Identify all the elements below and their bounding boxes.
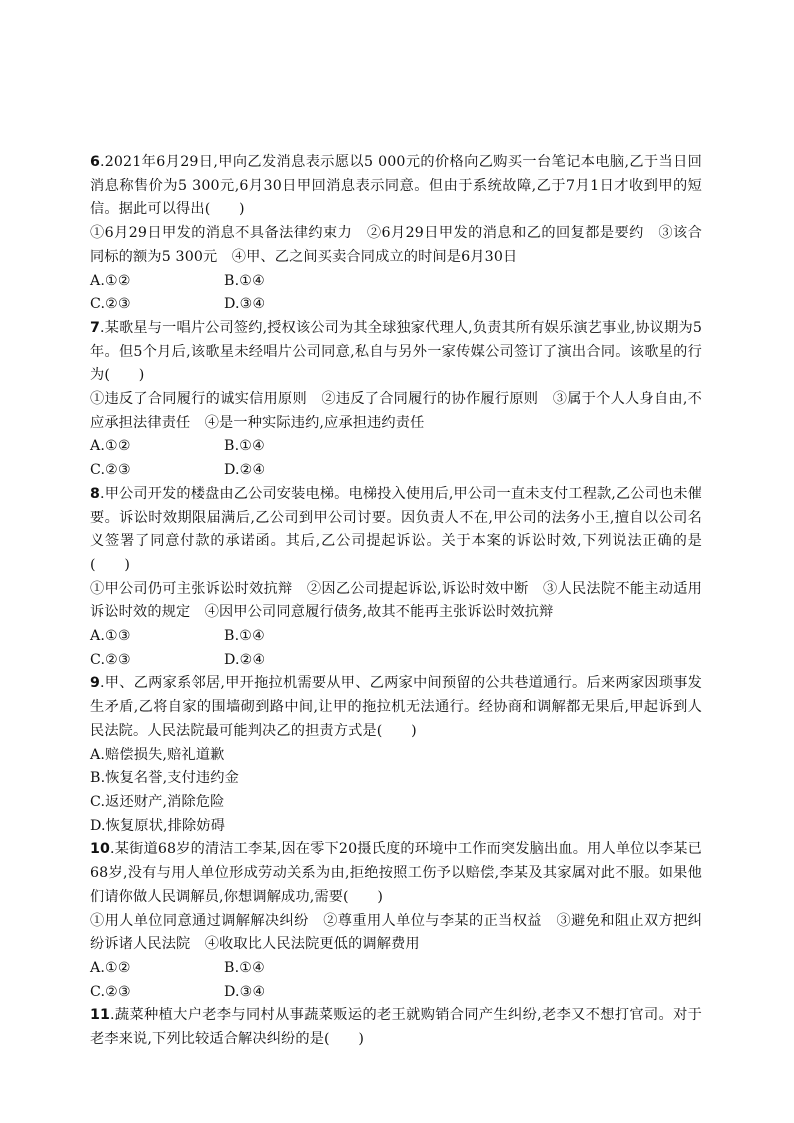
option-c[interactable]: C.②③ bbox=[90, 651, 131, 668]
option-a[interactable]: A.①② bbox=[90, 959, 131, 976]
question-stem bbox=[90, 483, 702, 578]
question-stem bbox=[90, 151, 702, 222]
question-9 bbox=[90, 672, 702, 838]
question-6 bbox=[90, 151, 702, 317]
option-b[interactable]: B.①④ bbox=[224, 438, 265, 455]
question-stem bbox=[90, 838, 702, 909]
option-b[interactable]: B.①④ bbox=[224, 272, 265, 289]
question-text: .2021年6月29日,甲向乙发消息表示愿以5 000元的价格向乙购买一台笔记本电脑,乙于当日回消息称售价为5 300元,6月30日甲回消息表示同意。但由于系统故障,乙于7月1日才收到甲的短信。据此可以得出( ) bbox=[90, 154, 702, 218]
option-d[interactable]: D.②④ bbox=[224, 462, 266, 479]
question-10 bbox=[90, 838, 702, 1004]
option-a[interactable]: A.①② bbox=[90, 272, 131, 289]
question-stem bbox=[90, 672, 702, 743]
option-a[interactable]: A.①② bbox=[90, 438, 131, 455]
question-11 bbox=[90, 1004, 702, 1051]
option-c[interactable]: C.②③ bbox=[90, 462, 131, 479]
question-text: .某街道68岁的清洁工李某,因在零下20摄氏度的环境中工作而突发脑出血。用人单位以李某已68岁,没有与用人单位形成劳动关系为由,拒绝按照工伤予以赔偿,李某及其家属对此不服。如果他们请你做人民调解员,你想调解成功,需要( ) bbox=[90, 841, 702, 905]
question-7 bbox=[90, 317, 702, 483]
question-text: .甲公司开发的楼盘由乙公司安装电梯。电梯投入使用后,甲公司一直未支付工程款,乙公司也未催要。诉讼时效期限届满后,乙公司到甲公司讨要。因负责人不在,甲公司的法务小王,擅自以公司名义签署了同意付款的承诺函。其后,乙公司提起诉讼。关于本案的诉讼时效,下列说法正确的是( ) bbox=[90, 485, 702, 573]
question-text: .甲、乙两家系邻居,甲开拖拉机需要从甲、乙两家中间预留的公共巷道通行。后来两家因琐事发生矛盾,乙将自家的围墙砌到路中间,让甲的拖拉机无法通行。经协商和调解都无果后,甲起诉到人民法院。人民法院最可能判决乙的担责方式是( ) bbox=[90, 675, 702, 739]
exam-page bbox=[90, 151, 702, 1052]
question-number: 10 bbox=[90, 841, 111, 858]
option-d[interactable]: D.③④ bbox=[224, 983, 266, 1000]
question-stem bbox=[90, 317, 702, 388]
question-number: 7 bbox=[90, 319, 101, 336]
option-b[interactable]: B.①④ bbox=[224, 628, 265, 645]
question-number: 11 bbox=[90, 1007, 111, 1024]
answer-options bbox=[90, 435, 702, 482]
question-number: 8 bbox=[90, 485, 101, 502]
option-c[interactable]: C.②③ bbox=[90, 983, 131, 1000]
option-d[interactable]: D.③④ bbox=[224, 296, 266, 313]
question-text: .蔬菜种植大户老李与同村从事蔬菜贩运的老王就购销合同产生纠纷,老李又不想打官司。对于老李来说,下列比较适合解决纠纷的是( ) bbox=[90, 1007, 702, 1048]
question-text: .某歌星与一唱片公司签约,授权该公司为其全球独家代理人,负责其所有娱乐演艺事业,协议期为5年。但5个月后,该歌星未经唱片公司同意,私自与另外一家传媒公司签订了演出合同。该歌星的行为( ) bbox=[90, 319, 702, 384]
option-a[interactable]: A.①③ bbox=[90, 628, 131, 645]
question-8 bbox=[90, 483, 702, 673]
option-c[interactable]: C.返还财产,消除危险 bbox=[90, 793, 225, 810]
option-b[interactable]: B.①④ bbox=[224, 959, 265, 976]
question-statements: ①6月29日甲发的消息不具备法律约束力 ②6月29日甲发的消息和乙的回复都是要约 ③该合同标的额为5 300元 ④甲、乙之间买卖合同成立的时间是6月30日 bbox=[90, 225, 702, 265]
option-c[interactable]: C.②③ bbox=[90, 296, 131, 313]
question-statements: ①甲公司仍可主张诉讼时效抗辩 ②因乙公司提起诉讼,诉讼时效中断 ③人民法院不能主动适用诉讼时效的规定 ④因甲公司同意履行债务,故其不能再主张诉讼时效抗辩 bbox=[90, 580, 702, 621]
option-a[interactable]: A.赔偿损失,赔礼道歉 bbox=[90, 746, 225, 763]
option-d[interactable]: D.恢复原状,排除妨碍 bbox=[90, 817, 226, 834]
question-statements: ①用人单位同意通过调解解决纠纷 ②尊重用人单位与李某的正当权益 ③避免和阻止双方把纠纷诉诸人民法院 ④收取比人民法院更低的调解费用 bbox=[90, 912, 702, 953]
answer-options bbox=[90, 625, 702, 672]
question-number: 6 bbox=[90, 154, 101, 170]
option-d[interactable]: D.②④ bbox=[224, 651, 266, 668]
answer-options bbox=[90, 957, 702, 1004]
question-number: 9 bbox=[90, 675, 101, 692]
question-stem bbox=[90, 1004, 702, 1051]
answer-options bbox=[90, 270, 702, 317]
question-statements: ①违反了合同履行的诚实信用原则 ②违反了合同履行的协作履行原则 ③属于个人人身自由,不应承担法律责任 ④是一种实际违约,应承担违约责任 bbox=[90, 391, 702, 431]
option-b[interactable]: B.恢复名誉,支付违约金 bbox=[90, 770, 239, 787]
answer-options bbox=[90, 744, 702, 839]
